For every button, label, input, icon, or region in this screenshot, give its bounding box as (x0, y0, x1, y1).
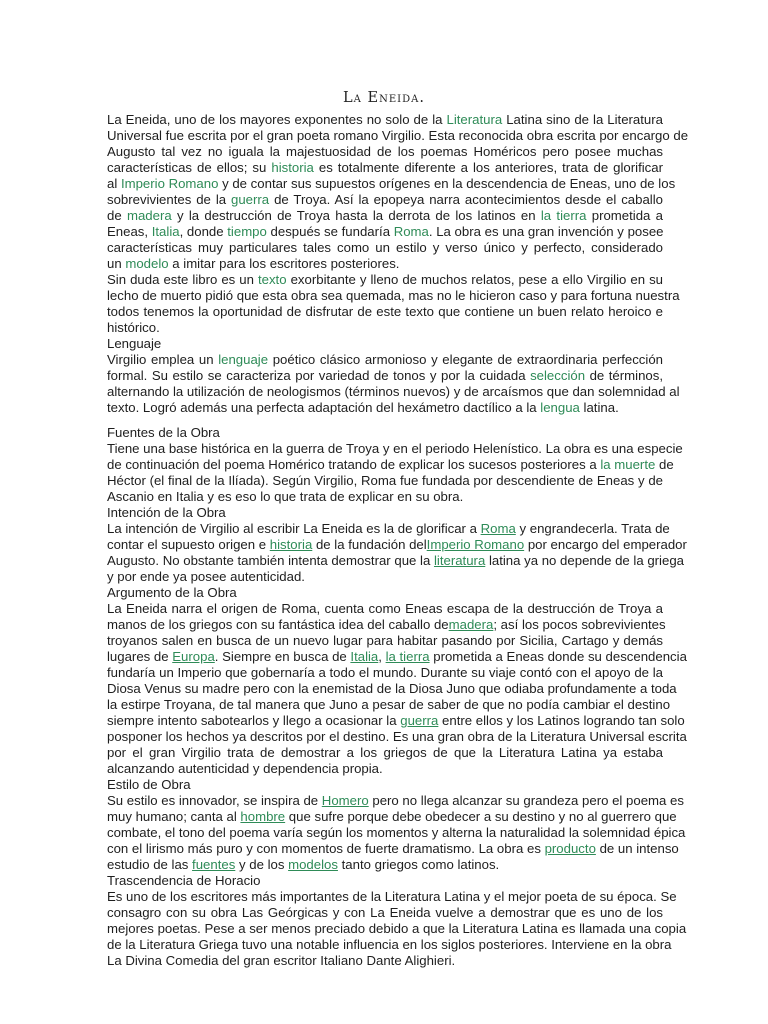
text-line (107, 128, 689, 144)
text-run: Héctor (el final de la Ilíada). Según Virgilio, Roma fue fundada por descendiente de Eneas y de (107, 473, 663, 488)
text-line (107, 569, 663, 585)
text-line (107, 304, 663, 320)
text-line (107, 729, 687, 745)
text-run: . Siempre en busca de (214, 649, 351, 664)
text-run: alcanzando autenticidad y dependencia propia. (107, 761, 383, 776)
text-line (107, 761, 663, 777)
text-line (107, 553, 684, 569)
text-line (107, 425, 663, 441)
text-line (107, 208, 663, 224)
text-line (107, 681, 677, 697)
hyperlink[interactable]: Imperio Romano (426, 537, 525, 552)
text-run: y de contar sus supuestos orígenes en la descendencia de Eneas, uno de los (218, 176, 676, 191)
text-line (107, 745, 663, 761)
text-run: La Divina Comedia del gran escritor Italiano Dante Alighieri. (107, 953, 456, 968)
text-run: tanto griegos como latinos. (337, 857, 500, 872)
text-run: , (378, 649, 386, 664)
text-line (107, 473, 663, 489)
hyperlink[interactable]: Imperio Romano (120, 176, 219, 191)
text-run: sobrevivientes de la (107, 192, 232, 207)
text-run: por encargo del emperador (524, 537, 687, 552)
text-line (107, 384, 680, 400)
text-run: Augusto. No obstante también intenta demostrar que la (107, 553, 434, 568)
text-run: La intención de Virgilio al escribir La Eneida es la de glorificar a (107, 521, 481, 536)
text-line (107, 905, 663, 921)
text-run: posponer los hechos ya descritos por el destino. Es una gran obra de la Literatura Universal escrita (107, 729, 687, 744)
hyperlink[interactable]: lenguaje (218, 352, 269, 367)
text-run: Lenguaje (107, 336, 162, 351)
text-line (107, 320, 663, 336)
text-line (107, 601, 663, 617)
text-run: , donde (179, 224, 228, 239)
text-line (107, 953, 663, 969)
hyperlink[interactable]: modelos (288, 857, 338, 872)
text-run: prometida a Eneas donde su descendencia (429, 649, 687, 664)
text-run: características de ellos; su (107, 160, 272, 175)
text-line (107, 457, 674, 473)
hyperlink[interactable]: texto (257, 272, 287, 287)
text-line (107, 112, 663, 128)
text-run: entre ellos y los Latinos logrando tan solo (438, 713, 685, 728)
text-run: prometida a (586, 208, 663, 223)
text-line (107, 160, 663, 176)
hyperlink[interactable]: guerra (400, 713, 439, 728)
hyperlink[interactable]: Roma (393, 224, 429, 239)
text-run: Augusto tal vez no iguala la majestuosidad de los poemas Homéricos pero posee muchas (107, 144, 663, 159)
text-run: con el lirismo más puro y con momentos de fuerte dramatismo. La obra es (107, 841, 545, 856)
text-line (107, 889, 677, 905)
text-run: de Troya. Así la epopeya narra acontecimientos desde el caballo (269, 192, 663, 207)
hyperlink[interactable]: literatura (433, 553, 486, 568)
text-run: poético clásico armonioso y elegante de extraordinaria perfección (268, 352, 663, 367)
text-run: lugares de (107, 649, 173, 664)
text-line (107, 665, 663, 681)
text-line (107, 937, 672, 953)
text-run: Fuentes de la Obra (107, 425, 220, 440)
text-run: manos de los griegos con su fantástica idea del caballo de (107, 617, 449, 632)
text-run: Su estilo es innovador, se inspira de (107, 793, 322, 808)
text-run: Tiene una base histórica en la guerra de Troya y en el periodo Helenístico. La obra es una especie (107, 441, 683, 456)
text-run: . La obra es una gran invención y posee (428, 224, 664, 239)
text-line (107, 272, 663, 288)
text-line (107, 144, 663, 160)
text-line (107, 617, 666, 633)
text-run: lecho de muerto pidió que esta obra sea quemada, mas no le hicieron caso y para fortuna nuestra (107, 288, 680, 303)
hyperlink[interactable]: producto (544, 841, 596, 856)
text-run: troyanos salen en busca de un nuevo lugar para habitar pasando por Sicilia, Cartago y demás (107, 633, 663, 648)
text-line (107, 368, 663, 384)
text-line (107, 857, 663, 873)
text-run: exorbitante y lleno de muchos relatos, pese a ello Virgilio en su (286, 272, 663, 287)
text-line (107, 192, 663, 208)
text-run: Ascanio en Italia y es eso lo que trata de explicar en su obra. (107, 489, 464, 504)
text-run: mejores poetas. Pese a ser menos preciado debido a que la Literatura Latina es llamada una copia (107, 921, 687, 936)
text-run: consagro con su obra Las Geórgicas y con La Eneida vuelve a demostrar que es uno de los (107, 905, 663, 920)
text-line (107, 441, 683, 457)
text-run: Intención de la Obra (107, 505, 226, 520)
hyperlink[interactable]: Literatura (446, 112, 503, 127)
text-run: histórico. (107, 320, 160, 335)
text-run: de (655, 457, 674, 472)
text-run: de un intenso (595, 841, 679, 856)
hyperlink[interactable]: Italia (151, 224, 180, 239)
text-run: latina. (579, 400, 619, 415)
text-run: es totalmente diferente a los anteriores, trata de glorificar (313, 160, 663, 175)
text-run: Latina sino de la Literatura (502, 112, 663, 127)
text-run: combate, el tono del poema varía según los momentos y alterna la naturalidad la solemnidad épica (107, 825, 686, 840)
hyperlink[interactable]: modelo (125, 256, 169, 271)
text-run: muy humano; canta al (107, 809, 241, 824)
text-line (107, 521, 670, 537)
hyperlink[interactable]: historia (269, 537, 313, 552)
text-line (107, 633, 663, 649)
text-line (107, 240, 663, 256)
hyperlink[interactable]: guerra (231, 192, 270, 207)
text-run: La Eneida narra el origen de Roma, cuenta como Eneas escapa de la destrucción de Troya a (107, 601, 663, 616)
text-line (107, 777, 663, 793)
text-run: y engrandecerla. Trata de (515, 521, 670, 536)
text-run: contar el supuesto origen e (107, 537, 270, 552)
text-line (107, 176, 676, 192)
text-line (107, 336, 663, 352)
text-run: y la destrucción de Troya hasta la derrota de los latinos en (171, 208, 541, 223)
text-run: siempre intento sabotearlos y llego a ocasionar la (107, 713, 401, 728)
text-line (107, 489, 663, 505)
text-line (107, 585, 663, 601)
text-run: de la fundación del (312, 537, 427, 552)
text-run: a imitar para los escritores posteriores. (168, 256, 400, 271)
text-run: Eneas, (107, 224, 152, 239)
text-run: Sin duda este libro es un (107, 272, 258, 287)
hyperlink[interactable]: fuentes (192, 857, 236, 872)
text-line (107, 537, 687, 553)
text-run: estudio de las (107, 857, 193, 872)
text-run: de (107, 208, 127, 223)
hyperlink[interactable]: selección (530, 368, 586, 383)
hyperlink[interactable]: hombre (240, 809, 286, 824)
text-line (107, 809, 677, 825)
text-line (107, 256, 663, 272)
text-run: Virgilio emplea un (107, 352, 219, 367)
text-run: Argumento de la Obra (107, 585, 237, 600)
text-run: que sufre porque debe obedecer a su destino y no al guerrero que (285, 809, 677, 824)
text-run: características muy particulares tales como un estilo y verso único y perfecto, considerado (107, 240, 663, 255)
document-title: La Eneida. (343, 90, 425, 106)
text-line (107, 841, 679, 857)
text-run: Universal fue escrita por el gran poeta romano Virgilio. Esta reconocida obra escrita por encargo de (107, 128, 689, 143)
text-line (107, 352, 663, 368)
hyperlink[interactable]: historia (271, 160, 314, 175)
hyperlink[interactable]: madera (448, 617, 494, 632)
hyperlink[interactable]: Homero (321, 793, 369, 808)
hyperlink[interactable]: la tierra (540, 208, 587, 223)
hyperlink[interactable]: lengua (540, 400, 580, 415)
text-run: todos tenemos la oportunidad de disfrutar de este texto que contiene un buen relato heroico e (107, 304, 663, 319)
text-run: fundaría un Imperio que gobernaría a todo el mundo. Durante su viaje contó con el apoyo de la (107, 665, 663, 680)
text-run: un (107, 256, 126, 271)
hyperlink[interactable]: Europa (172, 649, 215, 664)
text-run: por el gran Virgilio trata de demostrar a los griegos de que la Literatura Latina ya estaba (107, 745, 663, 760)
hyperlink[interactable]: madera (126, 208, 172, 223)
text-run: ; así los pocos sobrevivientes (493, 617, 666, 632)
text-run: formal. Su estilo se caracteriza por variedad de tonos y por la cuidada (107, 368, 531, 383)
text-run: de términos, (585, 368, 663, 383)
hyperlink[interactable]: tiempo (227, 224, 267, 239)
text-run: texto. Logró además una perfecta adaptación del hexámetro dactílico a la (107, 400, 541, 415)
text-run: Estilo de Obra (107, 777, 191, 792)
text-run: de continuación del poema Homérico tratando de explicar los sucesos posteriores a (107, 457, 601, 472)
text-line (107, 921, 687, 937)
text-line (107, 697, 671, 713)
text-line (107, 649, 687, 665)
text-run: pero no llega alcanzar su grandeza pero el poema es (368, 793, 684, 808)
hyperlink[interactable]: Roma (480, 521, 516, 536)
text-run: al (107, 176, 121, 191)
text-line (107, 288, 680, 304)
text-run: La Eneida, uno de los mayores exponentes no solo de la (107, 112, 447, 127)
text-line (107, 873, 663, 889)
hyperlink[interactable]: la tierra (385, 649, 430, 664)
text-run: latina ya no depende de la griega (485, 553, 684, 568)
text-line (107, 505, 663, 521)
text-run: Trascendencia de Horacio (107, 873, 261, 888)
text-run: Es uno de los escritores más importantes de la Literatura Latina y el mejor poeta de su época. Se (107, 889, 677, 904)
text-run: después se fundaría (266, 224, 394, 239)
text-run: alternando la utilización de neologismos (términos nuevos) y de arcaísmos que dan solemnidad al (107, 384, 680, 399)
hyperlink[interactable]: Italia (350, 649, 379, 664)
hyperlink[interactable]: la muerte (600, 457, 656, 472)
text-run: Diosa Venus su madre pero con la enemistad de la Diosa Juno que odiaba profundamente a toda (107, 681, 677, 696)
text-line (107, 713, 685, 729)
text-run: la estirpe Troyana, de tal manera que Juno a pesar de saber de que no podía cambiar el destino (107, 697, 671, 712)
text-run: y de los (235, 857, 289, 872)
text-run: de la Literatura Griega tuvo una notable influencia en los siglos posteriores. Interviene en la obra (107, 937, 672, 952)
text-line (107, 400, 663, 416)
text-line (107, 793, 684, 809)
text-line (107, 825, 686, 841)
text-run: y por ende ya posee autenticidad. (107, 569, 305, 584)
text-line (107, 224, 663, 240)
